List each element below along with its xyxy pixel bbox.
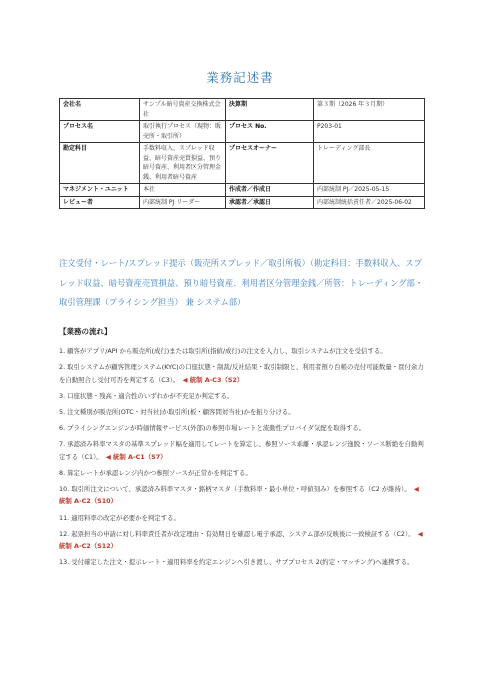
metadata-table [59,98,425,209]
table-row [60,143,425,184]
step-text: 11. 適用料率の改定が必要かを判定する。 [59,513,180,522]
step-list [59,345,426,572]
step-text: 10. 取引所注文について、承認済み料率マスタ・銘柄マスタ（手数料率・最小単位・呼値刻み）を参照する（C2 が維持）。 [59,484,408,493]
period-value: 第３期（2026 年３月期） [314,99,425,121]
list-item [59,467,426,480]
company-value: サンプル暗号資産交換株式会社 [140,99,226,121]
list-item [59,361,426,386]
table-row [60,99,425,121]
control-reference: ◀ 統制 A-C1（S7） [105,452,167,461]
list-item [59,422,426,435]
process-value: 取引執行プロセス（現物：販売所・取引所） [140,121,226,143]
list-item [59,390,426,403]
list-item [59,483,426,508]
approver-value: 内部統制統括責任者／2025-06-02 [314,196,425,209]
list-item [59,406,426,419]
step-text: 1. 顧客がアプリ/API から販売所(成行)または取引所(指値/成行)の注文を入力し、取引システムが注文を受信する。 [59,347,387,355]
process-label: プロセス名 [60,121,140,143]
owner-value: トレーディング部長 [314,143,425,184]
step-text: 13. 受付確定した注文・提示レート・適用料率を約定エンジンへ引き渡し、サブプロセス 2(約定・マッチング)へ連携する。 [59,558,414,567]
reviewer-label: レビュー者 [60,196,140,209]
list-item [59,556,426,569]
approver-label: 承認者／承認日 [226,196,314,209]
list-item [59,512,426,525]
step-text: 3. 口座状態・残高・適合性のいずれかが不充足か判定する。 [59,391,234,400]
document-title: 業務記述書 [206,70,274,85]
account-label: 勘定科目 [60,143,140,184]
unit-value: 本社 [140,184,226,197]
flow-heading: 【業務の流れ】 [59,327,112,336]
table-row [60,121,425,143]
process-no-label: プロセス No. [226,121,314,143]
step-text: 12. 起票担当の申請に対し料率責任者が改定理由・有効期日を確認し電子承認、システム部が反映後に一致検証する（C2）。 [59,529,412,538]
owner-label: プロセスオーナー [226,143,314,184]
author-label: 作成者／作成日 [226,184,314,197]
control-reference: ◀ 統制 A-C2（S12） [59,529,423,551]
account-value: 手数料収入、スプレッド収益、暗号資産売買損益、預り暗号資産、利用者区分管理金銭、利用者暗号資産 [140,143,226,184]
table-row [60,196,425,209]
table-row [60,184,425,197]
step-text: 6. プライシングエンジンが時価情報サービス(外部)の参照市場レートと流動性プロバイダ気配を取得する。 [59,423,366,432]
step-text: 8. 算定レートが承認レンジ内かつ参照ソースが正常かを判定する。 [59,468,252,477]
section-heading: 注文受付・レート/スプレッド提示（販売所スプレッド／取引所板）（勘定科目：手数料収入、スプレッド収益、暗号資産売買損益、預り暗号資産、利用者区分管理金銭／所管：トレーディング部・取引管理課（プライシング担当） 兼 システム部） [59,258,424,307]
list-item [59,438,426,463]
process-no-value: P203-01 [314,121,425,143]
control-reference: ◀ 統制 A-C3（S2） [182,375,244,384]
list-item [59,528,426,553]
step-text: 7. 承認済み料率マスタの基準スプレッド幅を適用してレートを算定し、参照ソース乖離・承認レンジ逸脱・ソース断絶を自動判定する（C1）。 [59,440,424,461]
reviewer-value: 内部統制 PJ リーダー [140,196,226,209]
step-text: 2. 取引システムが顧客管理システム(KYC)の口座状態・制裁/反社結果・取引制限と、利用者預り台帳の売付可能数量・買付余力を自動照合し受付可否を判定する（C3）。 [59,363,424,384]
list-item [59,345,426,358]
unit-label: マネジメント・ユニット [60,184,140,197]
control-reference: ◀ 統制 A-C2（S10） [59,484,419,506]
step-text: 5. 注文種別が販売所(OTC・対当社)か取引所(板・顧客間対当社)かを振り分ける。 [59,407,295,416]
author-value: 内部統制 PJ／2025-05-15 [314,184,425,197]
company-label: 会社名 [60,99,140,121]
period-label: 決算期 [226,99,314,121]
